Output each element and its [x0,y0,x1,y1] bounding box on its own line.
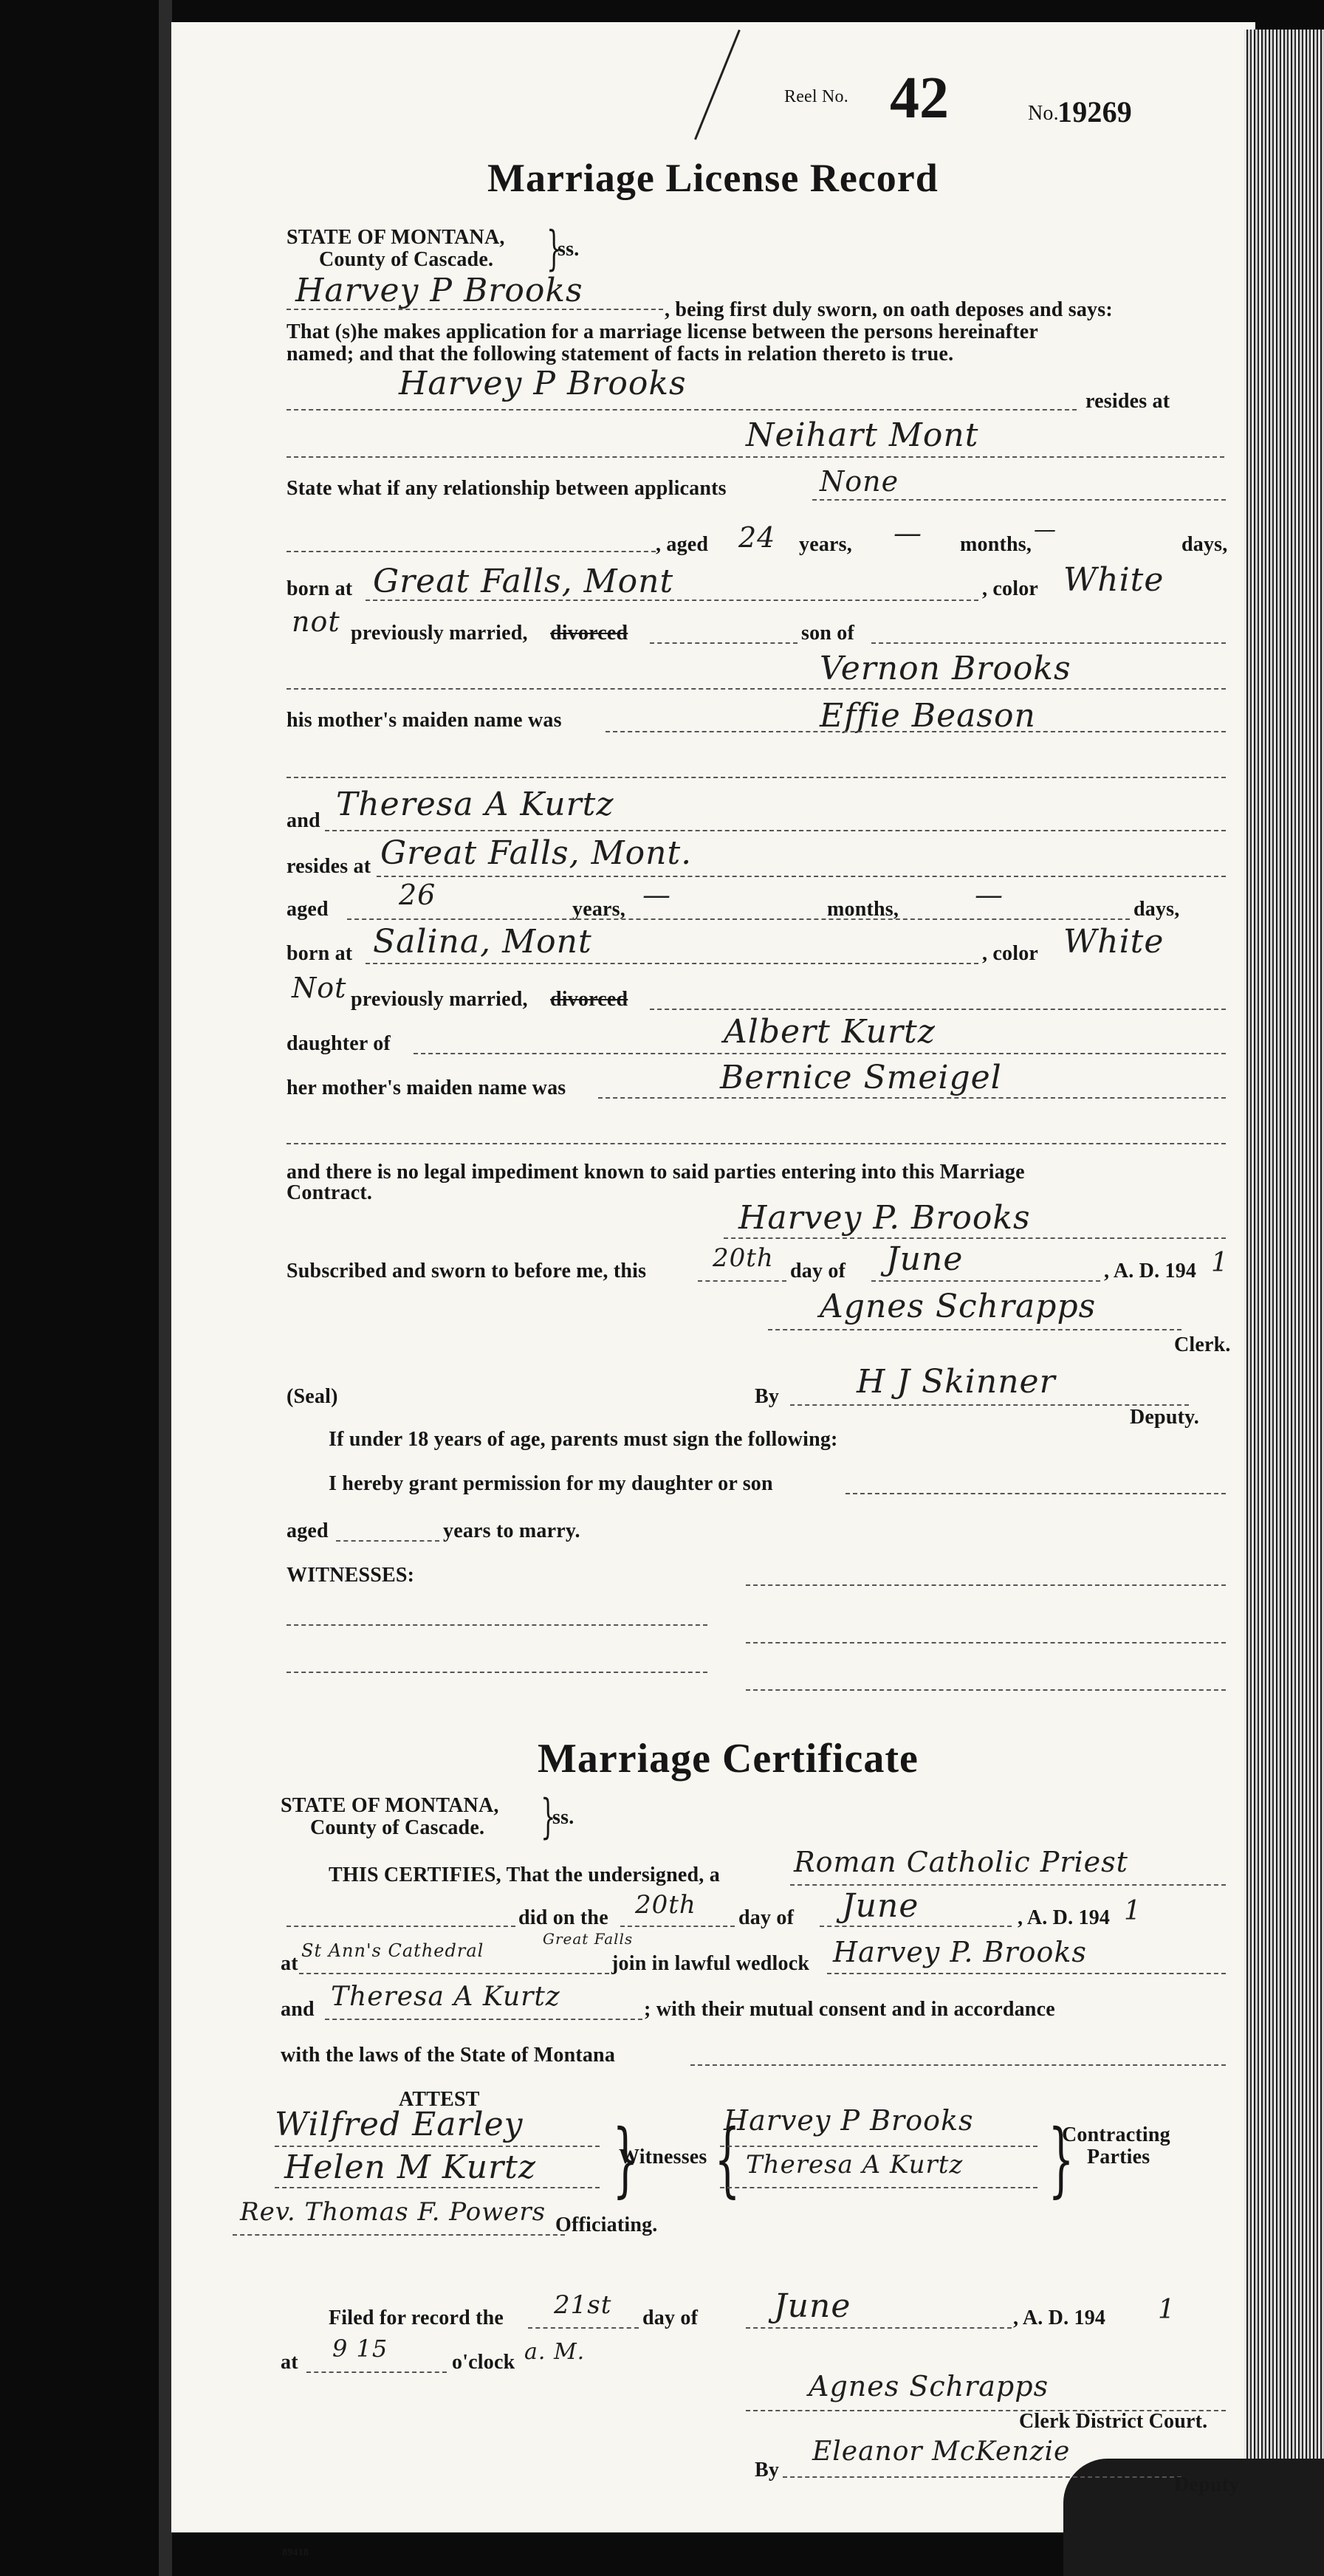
oath-text-1: , being first duly sworn, on oath deposes and says: [665,298,1113,321]
county-label: County of Cascade. [319,248,494,271]
relationship-label: State what if any relationship between applicants [287,477,727,500]
bride-aged-label: aged [287,898,329,921]
fill-line [287,777,1226,778]
bride-color: White [1063,923,1164,961]
record-number: 19269 [1057,95,1132,128]
cert-county-label: County of Cascade. [310,1816,485,1839]
under18-text: If under 18 years of age, parents must sign the following: [329,1428,838,1451]
fill-line [690,2064,1226,2066]
aged-marry-b: years to marry. [443,1519,580,1542]
divorced-label: divorced [550,622,628,645]
marriage-place: St Ann's Cathedral [301,1940,484,1961]
fill-line [720,2146,1037,2147]
oath-text-2: That (s)he makes application for a marriage license between the persons hereinafter [287,320,1038,343]
bride-divorced-label: divorced [550,988,628,1011]
fill-line [827,1973,1226,1974]
consent-text: ; with their mutual consent and in accordance [644,1998,1055,2021]
groom-residence: Neihart Mont [746,416,979,454]
groom-mother-label: his mother's maiden name was [287,709,562,732]
cert-clerk-label: Clerk District Court. [1019,2410,1208,2433]
attest-label: ATTEST [399,2088,480,2111]
relationship-value: None [820,465,899,498]
brace: } [612,2112,639,2206]
cert-day-of: day of [738,1906,795,1929]
fill-line [871,1280,1100,1282]
filed-ad: , A. D. 194 [1013,2307,1106,2329]
oath-text-3: named; and that the following statement of facts in relation thereto is true. [287,343,954,365]
fill-line [347,918,1130,920]
fill-line [746,1689,1226,1691]
bride-prev-married-label: previously married, [351,988,528,1011]
fill-line [812,499,1226,501]
fill-line [287,1143,1226,1144]
brace: } [541,1790,556,1844]
fill-line [287,1672,707,1673]
clerk-label: Clerk. [1174,1333,1231,1356]
groom-not: not [292,605,340,638]
certificate-title: Marriage Certificate [538,1736,919,1782]
months-label: months, [960,533,1032,556]
deputy-signature: H J Skinner [857,1363,1056,1401]
fill-line [698,1280,786,1282]
fill-line [606,731,1226,732]
fill-line [377,876,1226,877]
cert-ad: , A. D. 194 [1018,1906,1111,1929]
filed-year-digit: 1 [1158,2295,1176,2325]
certifies-text: THIS CERTIFIES, That the undersigned, a [329,1864,720,1886]
fill-line [768,1329,1181,1330]
bride-father: Albert Kurtz [724,1013,936,1051]
fill-line [620,1926,735,1927]
fill-line [720,2187,1037,2188]
bride-age: 26 [399,879,436,911]
filed-day-of: day of [642,2307,699,2329]
prev-married-label: previously married, [351,622,528,645]
bride-color-label: , color [982,942,1039,965]
attest-witness-2: Helen M Kurtz [284,2149,537,2186]
fill-line [366,600,978,601]
bride-birthplace: Salina, Mont [373,923,592,961]
cert-day: 20th [635,1890,696,1920]
filed-ampm: a. M. [524,2339,586,2365]
fill-line [746,2327,1012,2329]
color-label: , color [982,577,1039,600]
page-stack-edge [1244,30,1324,2576]
fill-line [287,551,656,552]
cert-witnesses-label: Witnesses [619,2146,707,2168]
bride-months-label: months, [827,898,899,921]
party-1-signature: Harvey P Brooks [724,2104,974,2137]
marriage-city: Great Falls [543,1930,634,1948]
impediment-text-2: Contract. [287,1181,373,1204]
cert-groom: Harvey P. Brooks [833,1936,1087,1968]
party-2-signature: Theresa A Kurtz [746,2150,964,2180]
oclock-label: o'clock [452,2351,515,2374]
cert-bride: Theresa A Kurtz [331,1982,560,2012]
cert-by-label: By [755,2459,780,2481]
bride-years-label: years, [572,898,625,921]
fill-line [528,2327,639,2329]
fill-line [233,2234,565,2236]
fill-line [746,1584,1226,1586]
fill-line [790,1404,1189,1406]
cert-clerk-signature: Agnes Schrapps [809,2370,1049,2402]
fill-line [275,2146,600,2147]
resides-label: resides at [1085,390,1170,413]
laws-text: with the laws of the State of Montana [281,2044,616,2067]
reel-label: Reel No. [784,87,848,106]
sworn-day-of: day of [790,1260,846,1282]
fill-line [724,1237,1226,1239]
brace: } [546,221,562,276]
groom-color: White [1063,561,1164,599]
bride-name: Theresa A Kurtz [336,786,614,823]
affiant-signature: Harvey P Brooks [295,272,583,309]
fill-line [783,2476,1181,2478]
fill-line [287,309,663,310]
did-on-label: did on the [518,1906,608,1929]
fill-line [871,642,1226,644]
join-label: join in lawful wedlock [611,1952,810,1975]
officiant-name: Rev. Thomas F. Powers [240,2197,546,2227]
fill-line [845,1493,1226,1494]
filed-hour: 9 15 [332,2335,388,2363]
groom-name: Harvey P Brooks [399,365,687,402]
bride-days-label: days, [1133,898,1180,921]
fill-line [650,1009,1226,1010]
groom-father: Vernon Brooks [820,650,1071,687]
fill-line [336,1540,439,1542]
fill-line [275,2187,600,2188]
fill-line [306,2371,447,2373]
days-label: days, [1181,533,1228,556]
son-of-label: son of [801,622,854,645]
bride-resides-label: resides at [287,855,371,878]
binding-spine [159,0,172,2576]
fill-line [325,830,1226,831]
cert-year-digit: 1 [1124,1896,1142,1926]
contracting-label-2: Parties [1087,2146,1150,2168]
cert-ss-label: ss. [552,1806,574,1829]
years-label: years, [799,533,852,556]
fill-line [790,1884,1226,1886]
fill-line [650,642,798,644]
form-number: 89418 [282,2547,309,2558]
fill-line [598,1097,1226,1099]
bride-mother-label: her mother's maiden name was [287,1076,566,1099]
witnesses-label: WITNESSES: [287,1564,415,1587]
at-label: at [281,1952,298,1975]
bride-not: Not [292,972,347,1004]
officiating-label: Officiating. [555,2213,658,2236]
applicant-signature: Harvey P. Brooks [738,1199,1031,1237]
sworn-year-digit: 1 [1211,1248,1229,1278]
at-label-2: at [281,2351,298,2374]
clerk-signature: Agnes Schrapps [820,1288,1097,1325]
and-label: and [287,809,320,832]
sworn-label: Subscribed and sworn to before me, this [287,1260,647,1282]
filed-label: Filed for record the [329,2307,504,2329]
cert-month: June [842,1887,919,1925]
bride-days: — [975,879,1004,911]
sworn-month: June [886,1240,964,1278]
brace: { [714,2112,741,2206]
brace: } [1048,2112,1074,2206]
fill-line [325,2019,642,2020]
groom-months: — [893,517,922,549]
by-label: By [755,1385,780,1408]
filed-month: June [774,2287,851,2325]
state-label: STATE OF MONTANA, [287,226,505,249]
bride-mother: Bernice Smeigel [720,1059,1002,1096]
impediment-text-1: and there is no legal impediment known to said parties entering into this Marriage [287,1161,1025,1184]
aged-marry-a: aged [287,1519,329,1542]
groom-days: — [1034,517,1057,543]
bride-residence: Great Falls, Mont. [380,834,693,872]
fill-line [366,963,978,964]
fill-line [287,1624,707,1626]
daughter-of-label: daughter of [287,1032,391,1055]
officiant-type: Roman Catholic Priest [794,1846,1128,1878]
bride-born-label: born at [287,942,353,965]
born-label: born at [287,577,353,600]
cert-deputy-label: Deputy [1174,2473,1240,2496]
fill-line [287,688,1226,690]
groom-birthplace: Great Falls, Mont [373,563,674,600]
fill-line [287,1926,515,1927]
reel-number: 42 [890,66,949,131]
cert-deputy-signature: Eleanor McKenzie [812,2436,1071,2467]
bride-months: — [642,879,671,911]
groom-age: 24 [738,521,776,554]
fill-line [746,1642,1226,1644]
license-title: Marriage License Record [487,156,939,200]
permission-text: I hereby grant permission for my daughter or son [329,1472,773,1495]
filed-day: 21st [554,2290,612,2320]
no-label: No. [1028,102,1059,125]
fill-line [287,456,1224,458]
groom-mother: Effie Beason [820,697,1036,735]
cert-state-label: STATE OF MONTANA, [281,1794,499,1817]
fill-line [414,1053,1226,1054]
deputy-label: Deputy. [1130,1406,1199,1429]
sworn-ad: , A. D. 194 [1104,1260,1197,1282]
fill-line [299,1973,609,1974]
fill-line [287,409,1077,411]
attest-witness-1: Wilfred Earley [275,2106,524,2143]
ss-label: ss. [558,238,580,261]
seal-label: (Seal) [287,1385,338,1408]
contracting-label-1: Contracting [1062,2123,1170,2146]
fill-line [820,1926,1012,1927]
cert-and-label: and [281,1998,315,2021]
sworn-day: 20th [713,1243,774,1273]
aged-label: , aged [656,533,709,556]
